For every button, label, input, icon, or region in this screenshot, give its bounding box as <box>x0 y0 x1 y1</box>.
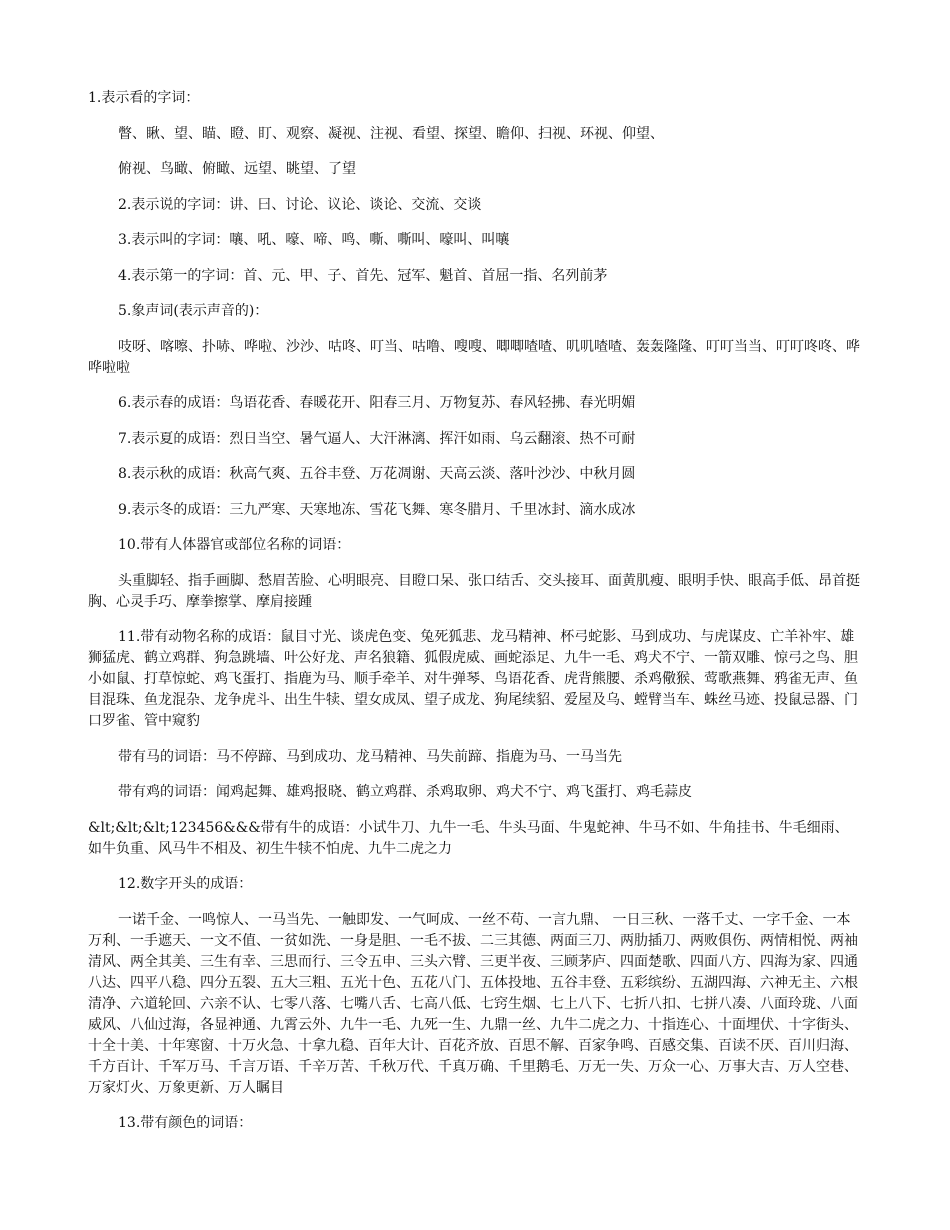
paragraph-look-words-1: 瞥、瞅、望、瞄、瞪、盯、观察、凝视、注视、看望、探望、瞻仰、扫视、环视、仰望、 <box>118 125 664 142</box>
paragraph-say-words: 2.表示说的字词：讲、曰、讨论、议论、谈论、交流、交谈 <box>118 196 482 213</box>
paragraph-horse-words: 带有马的词语：马不停蹄、马到成功、龙马精神、马失前蹄、指鹿为马、一马当先 <box>118 748 622 765</box>
paragraph-ox-idioms: &lt;&lt;&lt;123456&&&带有牛的成语：小试牛刀、九牛一毛、牛头马面、牛鬼蛇神、牛马不如、牛角挂书、牛毛细雨、如牛负重、风马牛不相及、初生牛犊不怕虎、九牛二虎之力 <box>88 819 849 857</box>
paragraph-onomatopoeia-words: 吱呀、喀嚓、扑哧、哗啦、沙沙、咕咚、叮当、咕噜、嗖嗖、唧唧喳喳、叽叽喳喳、轰轰隆隆、叮叮当当、叮叮咚咚、哗哗啦啦 <box>88 338 860 376</box>
paragraph-chicken-words: 带有鸡的词语：闻鸡起舞、雄鸡报晓、鹤立鸡群、杀鸡取卵、鸡犬不宁、鸡飞蛋打、鸡毛蒜皮 <box>118 784 692 800</box>
paragraph-number-idioms-heading: 12.数字开头的成语： <box>118 876 253 892</box>
paragraph-look-words-2: 俯视、鸟瞰、俯瞰、远望、眺望、了望 <box>118 161 356 177</box>
paragraph-number-idioms: 一诺千金、一鸣惊人、一马当先、一触即发、一气呵成、一丝不苟、一言九鼎、 一日三秋、一落千丈、一字千金、一本万利、一手遮天、一文不值、一贫如洗、一身是胆、一毛不拔、二三其德、两面三刀、两肋插刀、两败俱伤、两情相悦、两袖清风、两全其美、三生有幸、三思而行、三令五申、三头六臂、三更半夜、三顾茅庐、四面楚歌、四面八方、四海为家、四通八达、四平八稳、四分五裂、五大三粗、五光十色、五花八门、五体投地、五谷丰登、五彩缤纷、五湖四海、六神无主、六根清净、六道轮回、六亲不认、七零八落、七嘴八舌、七高八低、七窍生烟、七上八下、七折八扣、七拼八凑、八面玲珑、八面威风、八仙过海，各显神通、九霄云外、九牛一毛、九死一生、九鼎一丝、九牛二虎之力、十指连心、十面埋伏、十字街头、十全十美、十年寒窗、十万火急、十拿九稳、百年大计、百花齐放、百思不解、百家争鸣、百感交集、百读不厌、百川归海、千方百计、千军万马、千言万语、千辛万苦、千秋万代、千真万确、千里鹅毛、万无一失、万众一心、万事大吉、万人空巷、万家灯火、万象更新、万人瞩目 <box>88 911 858 1096</box>
paragraph-autumn-idioms: 8.表示秋的成语：秋高气爽、五谷丰登、万花凋谢、天高云淡、落叶沙沙、中秋月圆 <box>118 466 636 482</box>
paragraph-spring-idioms: 6.表示春的成语：鸟语花香、春暖花开、阳春三月、万物复苏、春风轻拂、春光明媚 <box>118 395 636 411</box>
paragraph-color-words-heading: 13.带有颜色的词语： <box>118 1115 253 1131</box>
paragraph-body-parts-heading: 10.带有人体器官或部位名称的词语： <box>118 537 351 553</box>
paragraph-summer-idioms: 7.表示夏的成语：烈日当空、暑气逼人、大汗淋漓、挥汗如雨、乌云翻滚、热不可耐 <box>118 430 636 447</box>
paragraph-onomatopoeia-heading: 5.象声词(表示声音的)： <box>118 303 269 319</box>
paragraph-shout-words: 3.表示叫的字词：嚷、吼、嚎、啼、鸣、嘶、嘶叫、嚎叫、叫嚷 <box>118 232 510 248</box>
paragraph-animal-idioms: 11.带有动物名称的成语：鼠目寸光、谈虎色变、兔死狐悲、龙马精神、杯弓蛇影、马到成功、与虎谋皮、亡羊补牢、雄狮猛虎、鹤立鸡群、狗急跳墙、叶公好龙、声名狼籍、狐假虎威、画蛇添足、九牛一毛、鸡犬不宁、一箭双雕、惊弓之鸟、胆小如鼠、打草惊蛇、鸡飞蛋打、指鹿为马、顺手牵羊、对牛弹琴、鸟语花香、虎背熊腰、杀鸡儆猴、莺歌燕舞、鸦雀无声、鱼目混珠、鱼龙混杂、龙争虎斗、出生牛犊、望女成凤、望子成龙、狗尾续貂、爱屋及乌、螳臂当车、蛛丝马迹、投鼠忌器、门口罗雀、管中窥豹 <box>88 629 858 729</box>
paragraph-look-heading: 1.表示看的字词： <box>88 90 200 106</box>
paragraph-first-words: 4.表示第一的字词：首、元、甲、子、首先、冠军、魁首、首屈一指、名列前茅 <box>118 267 608 284</box>
paragraph-body-parts-words: 头重脚轻、指手画脚、愁眉苦脸、心明眼亮、目瞪口呆、张口结舌、交头接耳、面黄肌瘦、眼明手快、眼高手低、昂首挺胸、心灵手巧、摩拳擦掌、摩肩接踵 <box>88 572 860 610</box>
paragraph-winter-idioms: 9.表示冬的成语：三九严寒、天寒地冻、雪花飞舞、寒冬腊月、千里冰封、滴水成冰 <box>118 501 636 518</box>
